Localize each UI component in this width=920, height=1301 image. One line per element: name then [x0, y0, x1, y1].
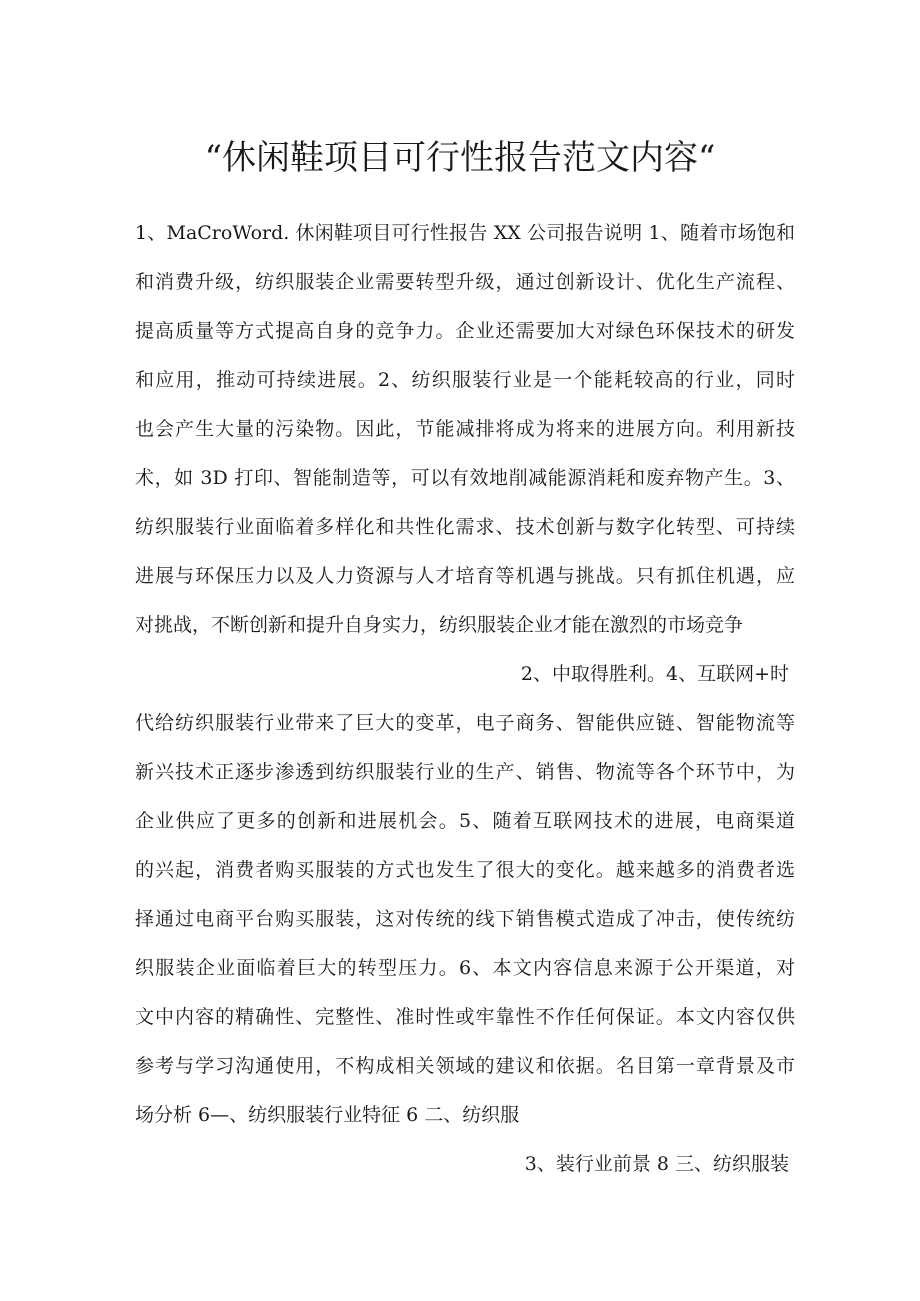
text-line: 进展与环保压力以及人力资源与人才培育等机遇与挑战。只有抓住机遇，应: [135, 565, 795, 587]
text-line: 和应用，推动可持续进展。2、纺织服装行业是一个能耗较高的行业，同时: [135, 369, 795, 391]
page-break-line: 2、中取得胜利。4、互联网+时: [520, 663, 789, 685]
text-line: 文中内容的精确性、完整性、准时性或牢靠性不作任何保证。本文内容仅供: [135, 1006, 795, 1028]
text-line: 企业供应了更多的创新和进展机会。5、随着互联网技术的进展，电商渠道: [135, 810, 795, 832]
text-line: 术，如 3D 打印、智能制造等，可以有效地削减能源消耗和废弃物产生。3、: [135, 467, 795, 489]
text-line: 场分析 6—、纺织服装行业特征 6 二、纺织服: [135, 1104, 520, 1126]
text-line: 新兴技术正逐步渗透到纺织服装行业的生产、销售、物流等各个环节中，为: [135, 761, 795, 783]
text-line: 代给纺织服装行业带来了巨大的变革，电子商务、智能供应链、智能物流等: [135, 712, 795, 734]
document-title: “休闲鞋项目可行性报告范文内容“: [204, 138, 716, 178]
text-line: 纺织服装行业面临着多样化和共性化需求、技术创新与数字化转型、可持续: [135, 516, 795, 538]
document-body: [135, 215, 795, 1195]
text-line: 1、MaCroWord. 休闲鞋项目可行性报告 XX 公司报告说明 1、随着市场饱和: [135, 222, 795, 244]
text-line: 的兴起，消费者购买服装的方式也发生了很大的变化。越来越多的消费者选: [135, 859, 795, 881]
text-line: 对挑战，不断创新和提升自身实力，纺织服装企业才能在激烈的市场竞争: [135, 614, 744, 636]
text-line: 参考与学习沟通使用，不构成相关领域的建议和依据。名目第一章背景及市: [135, 1055, 795, 1077]
text-line: 也会产生大量的污染物。因此，节能减排将成为将来的进展方向。利用新技: [135, 418, 795, 440]
text-line: 择通过电商平台购买服装，这对传统的线下销售模式造成了冲击，使传统纺: [135, 908, 795, 930]
text-line: 提高质量等方式提高自身的竞争力。企业还需要加大对绿色环保技术的研发: [135, 320, 795, 342]
page-break-line: 3、装行业前景 8 三、纺织服装: [524, 1153, 789, 1175]
text-line: 和消费升级，纺织服装企业需要转型升级，通过创新设计、优化生产流程、: [135, 271, 795, 293]
text-line: 织服装企业面临着巨大的转型压力。6、本文内容信息来源于公开渠道，对: [135, 957, 795, 979]
